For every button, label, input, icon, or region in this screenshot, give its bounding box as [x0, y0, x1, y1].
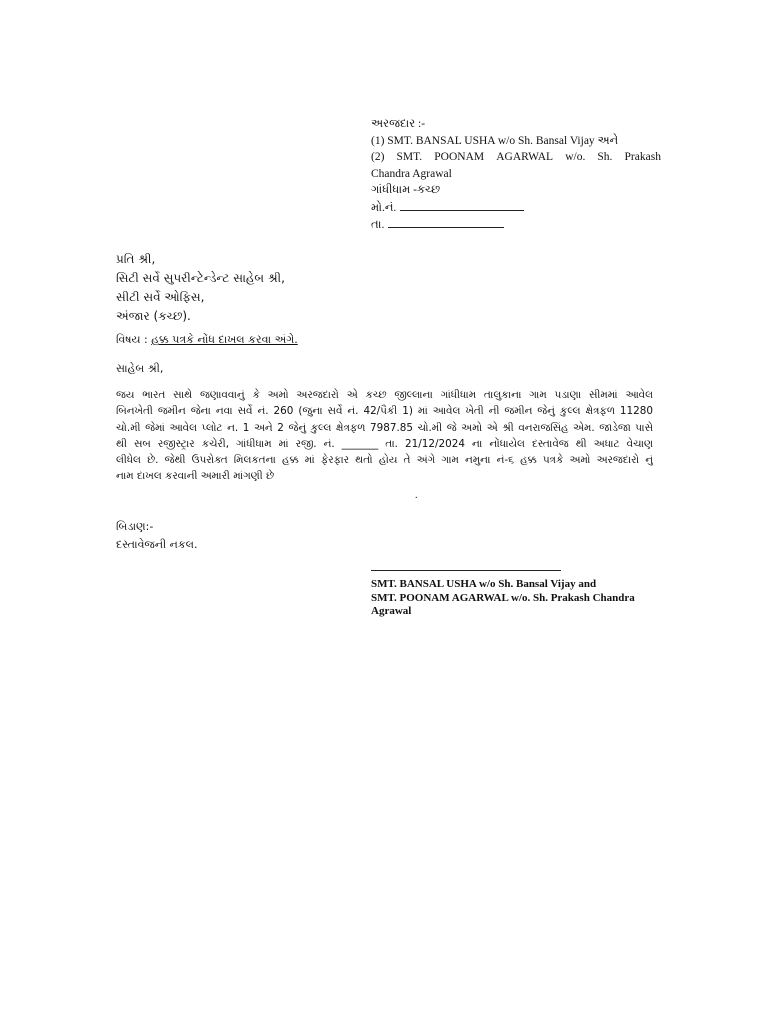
signature-block	[371, 578, 671, 619]
signatory-2-continued: Agrawal	[371, 605, 412, 617]
applicant-2-part: AGARWAL	[496, 151, 554, 163]
applicant-place: ગાંધીધામ -કચ્છ	[371, 184, 441, 196]
body-line: ચો.મી જેમાં આવેલ પ્લોટ ન. 1 અને 2 જેનું કુલ્લ ક્ષેત્રફળ 7987.85 ચો.મી જે અમો એ શ્રી વનરાજસિંહ એમ. જાડેજા પાસે	[116, 421, 653, 434]
body-line: જય ભારત સાથે જણાવવાનું કે અમો અરજદારો એ કચ્છ જીલ્લાના ગાંધીધામ તાલુકાના ગામ પડાણા સીમમાં આવેલ	[116, 389, 653, 401]
addressee-line: પ્રતિ શ્રી,	[116, 252, 156, 266]
date-field	[371, 216, 661, 234]
attachments-heading: બિડાણ:-	[116, 520, 154, 533]
signatory-2: SMT. POONAM AGARWAL w/o. Sh. Prakash Chandra	[371, 591, 635, 604]
applicant-details	[371, 116, 661, 234]
addressee-line: અંજાર (કચ્છ).	[116, 309, 191, 323]
applicant-2-part: POONAM	[434, 151, 485, 163]
applicant-2-part: SMT.	[396, 151, 423, 163]
signature-line	[371, 570, 561, 571]
body-line: લીધેલ છે. જેથી ઉપરોક્ત મિલકતના હક્ક માં ફેરફાર થતો હોય તે અંગે ગામ નમુના નં-૬ હક્ક પત્રકે અમો અરજદારો નું	[116, 454, 653, 467]
applicant-2-continued: Chandra Agrawal	[371, 167, 452, 180]
body-line: થી સબ રજીસ્ટ્રાર કચેરી, ગાંધીધામ માં રજી. નં. _______ તા. 21/12/2024 ના નોંધાયેલ દસ્તાવેજ થી અધાટ વેચાણ	[116, 437, 653, 450]
attachment-item: દસ્તાવેજની નકલ.	[116, 538, 198, 551]
mobile-label: મો.નં.	[371, 201, 397, 214]
body-paragraph	[116, 387, 653, 485]
mobile-blank	[400, 199, 524, 211]
addressee-block	[116, 250, 285, 326]
mobile-field	[371, 199, 661, 217]
attachments-block	[116, 518, 197, 554]
applicant-2-part: (2)	[371, 151, 385, 163]
applicant-2-part: Prakash	[624, 151, 661, 163]
date-label: તા.	[371, 219, 385, 231]
salutation: સાહેબ શ્રી,	[116, 362, 164, 375]
addressee-line: સિટી સર્વે સુપરીન્ટેન્ડેન્ટ સાહેબ શ્રી,	[116, 271, 285, 285]
subject-label: વિષય :	[116, 333, 152, 346]
applicant-heading: અરજદાર :-	[371, 118, 426, 130]
body-line: નામ દાખલ કરવાની અમારી માંગણી છે	[116, 470, 275, 483]
signatory-1: SMT. BANSAL USHA w/o Sh. Bansal Vijay and	[371, 578, 597, 590]
applicant-2-part: w/o.	[565, 151, 586, 163]
stray-mark: .	[415, 490, 418, 501]
body-line: બિનખેતી જમીન જેના નવા સર્વે નં. 260 (જુના સર્વે નં. 42/પૈકી 1) માં આવેલ ખેતી ની જમીન જેનું કુલ્લ ક્ષેત્રફળ 11280	[116, 405, 653, 418]
subject-line	[116, 332, 298, 348]
applicant-1: (1) SMT. BANSAL USHA w/o Sh. Bansal Vijay અને	[371, 134, 619, 147]
addressee-line: સીટી સર્વે ઓફિસ,	[116, 290, 205, 304]
applicant-2-part: Sh.	[597, 151, 613, 163]
applicant-2	[371, 149, 661, 166]
date-blank	[388, 216, 504, 228]
subject-text: હક્ક પત્રકે નોંધ દાખલ કરવા અંગે.	[151, 333, 298, 346]
